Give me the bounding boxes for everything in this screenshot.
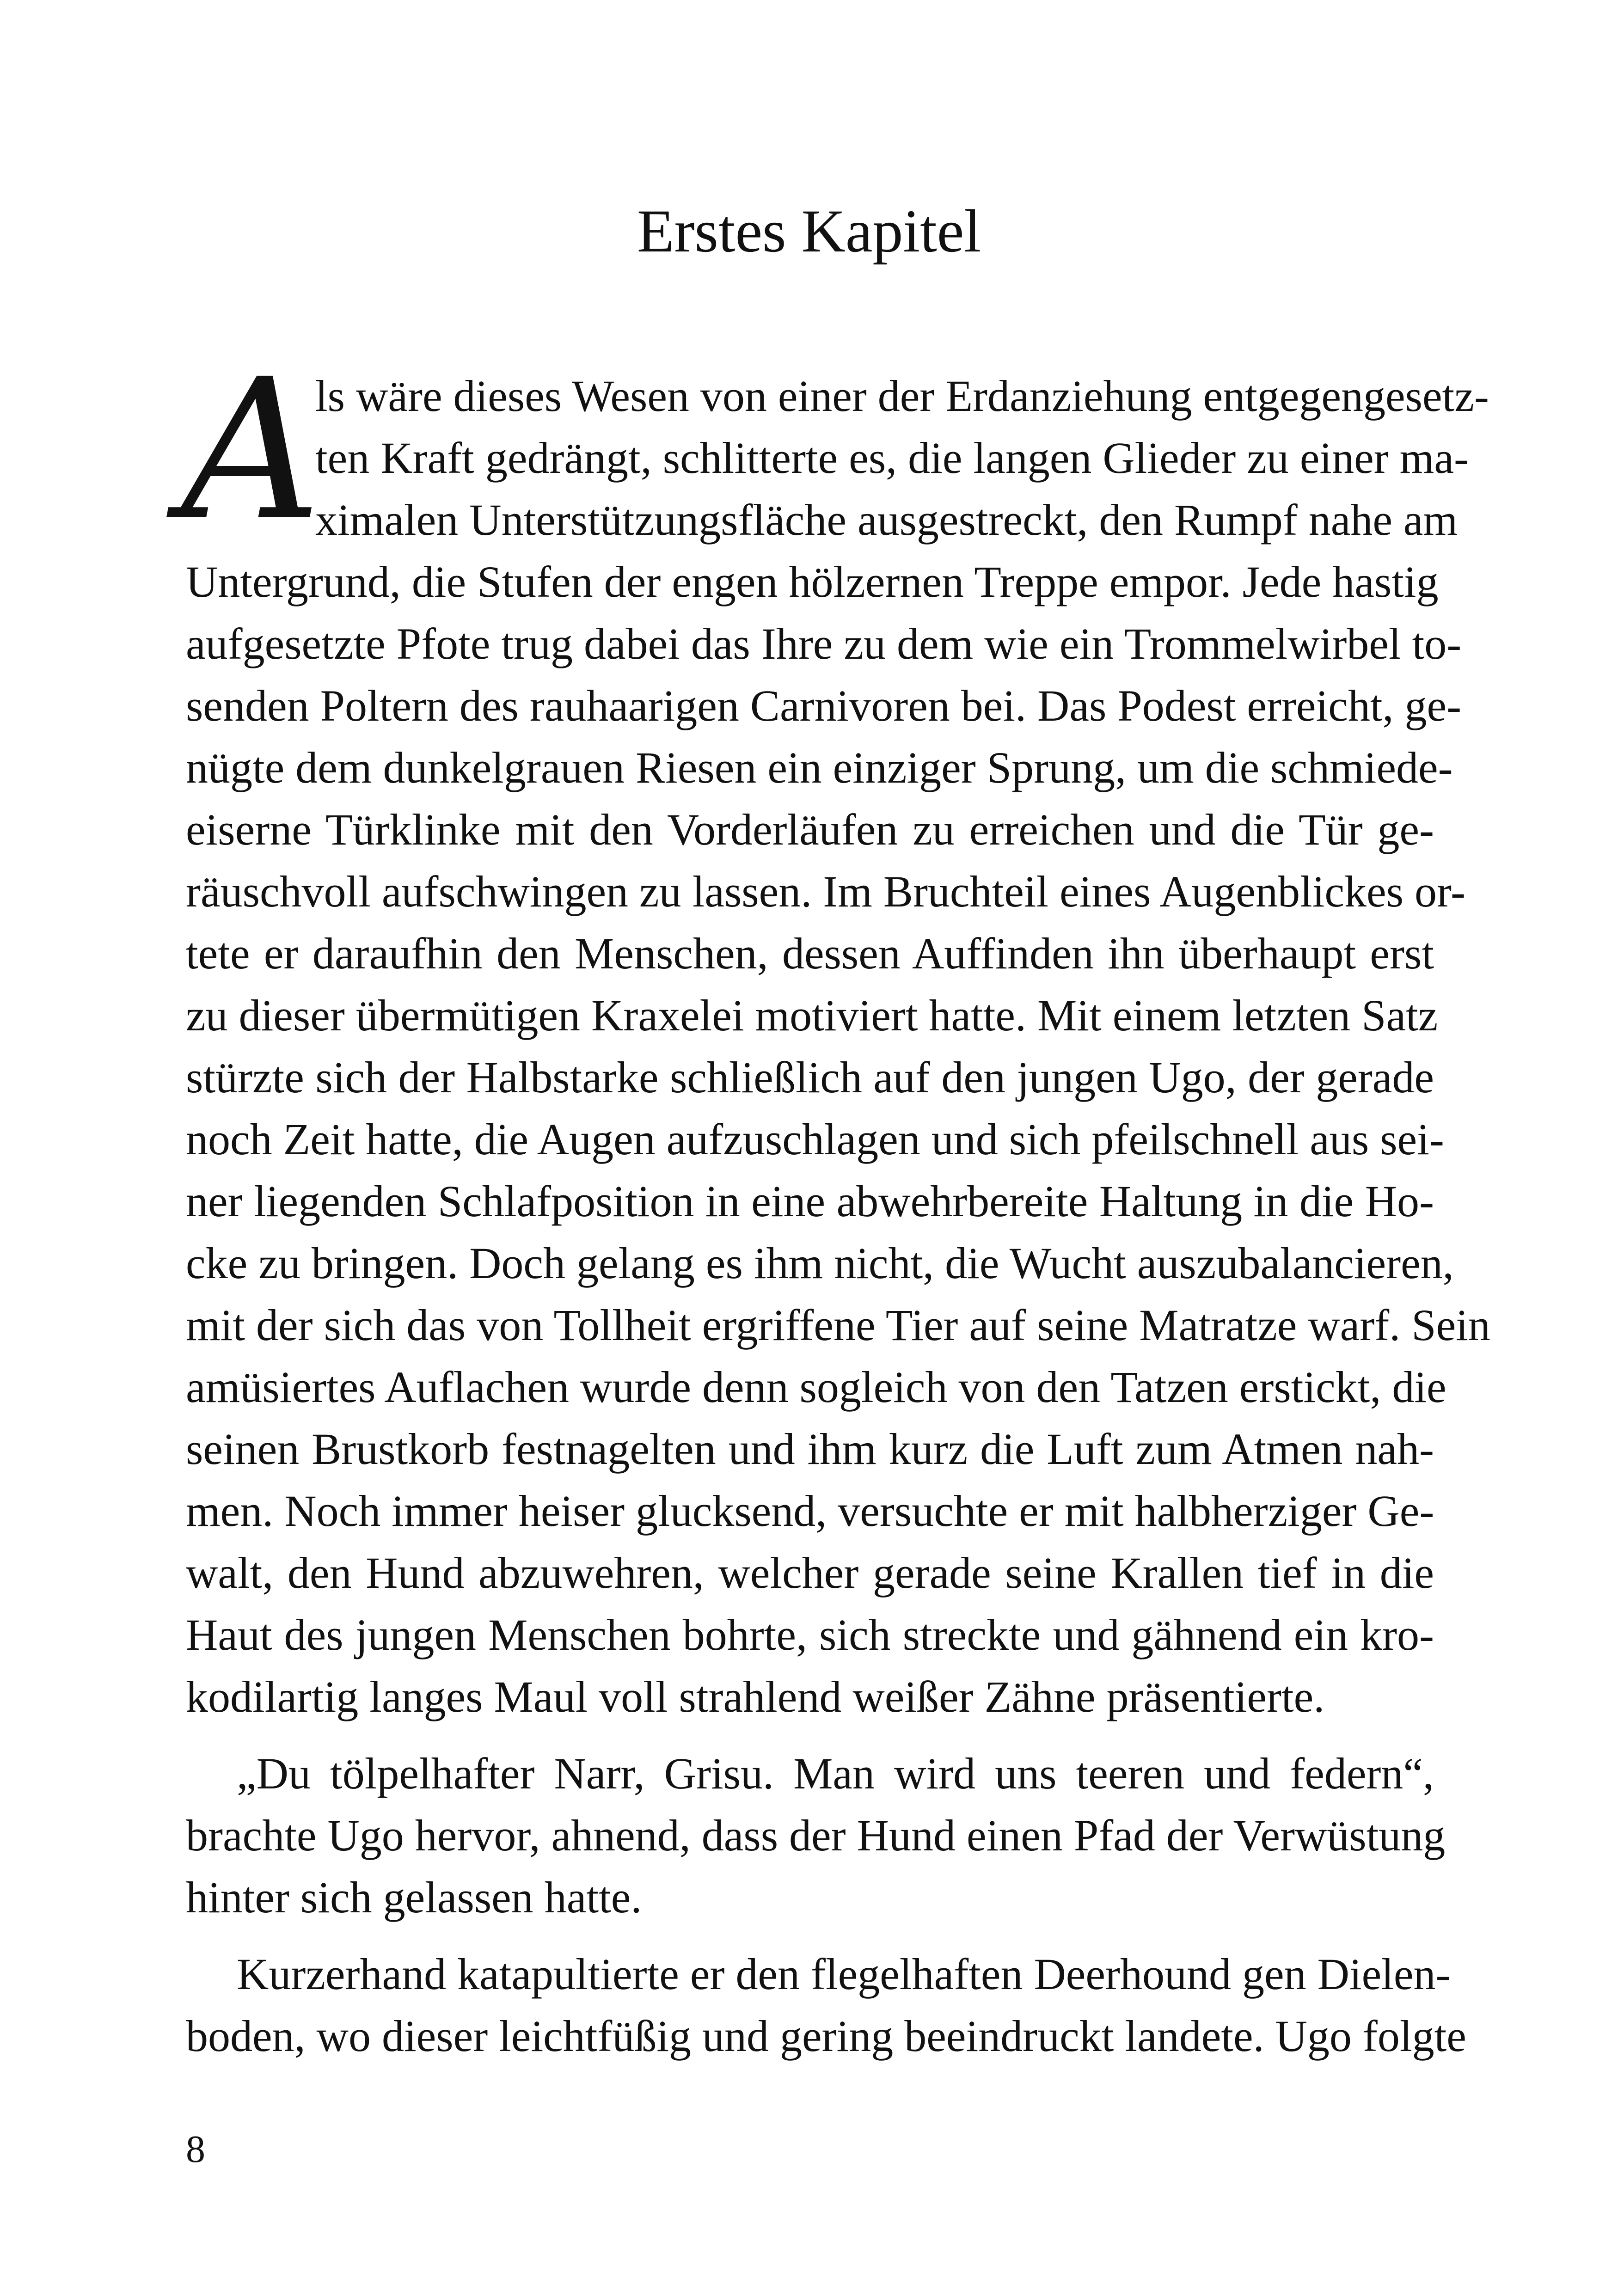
text-line: ls wäre dieses Wesen von einer der Erdanziehung entgegengesetz- [315,371,1489,421]
text-line: amüsiertes Auflachen wurde denn sogleich von den Tatzen erstickt, die [186,1362,1446,1412]
text-line: ner liegenden Schlafposition in eine abwehrbereite Haltung in die Ho- [186,1176,1434,1226]
text-line: Haut des jungen Menschen bohrte, sich streckte und gähnend ein kro- [186,1610,1434,1659]
text-line: cke zu bringen. Doch gelang es ihm nicht, die Wucht auszubalancieren, [186,1238,1454,1288]
text-line: senden Poltern des rauhaarigen Carnivoren bei. Das Podest erreicht, ge- [186,681,1462,730]
text-line: stürzte sich der Halbstarke schließlich auf den jungen Ugo, der gerade [186,1053,1434,1102]
text-line: mit der sich das von Tollheit ergriffene Tier auf seine Matratze warf. Sein [186,1300,1490,1350]
text-line: kodilartig langes Maul voll strahlend weißer Zähne präsentierte. [186,1672,1325,1721]
text-line: tete er daraufhin den Menschen, dessen Auffinden ihn überhaupt erst [186,929,1434,978]
text-line: hinter sich gelassen hatte. [186,1873,642,1922]
text-line: eiserne Türklinke mit den Vorderläufen zu erreichen und die Tür ge- [186,805,1434,854]
body-text [181,337,1490,2067]
text-line: „Du tölpelhafter Narr, Grisu. Man wird uns teeren und federn“, [237,1749,1434,1798]
paragraph-spacer [186,1929,1434,1943]
text-line: seinen Brustkorb festnagelten und ihm kurz die Luft zum Atmen nah- [186,1424,1434,1474]
text-line: Kurzerhand katapultierte er den flegelhaften Deerhound gen Dielen- [237,1949,1451,1999]
text-line: nügte dem dunkelgrauen Riesen ein einziger Sprung, um die schmiede- [186,743,1453,792]
text-line: walt, den Hund abzuwehren, welcher gerade seine Krallen tief in die [186,1548,1434,1598]
paragraph-spacer [186,1728,1434,1743]
text-line: brachte Ugo hervor, ahnend, dass der Hund einen Pfad der Verwüstung [186,1811,1446,1860]
text-line: aufgesetzte Pfote trug dabei das Ihre zu dem wie ein Trommelwirbel to- [186,619,1462,668]
text-line: ten Kraft gedrängt, schlitterte es, die langen Glieder zu einer ma- [315,433,1469,483]
text-line: Untergrund, die Stufen der engen hölzernen Treppe empor. Jede hastig [186,557,1439,606]
paragraph-2 [186,1743,1446,1929]
chapter-title: Erstes Kapitel [637,197,981,265]
text-line: noch Zeit hatte, die Augen aufzuschlagen und sich pfeilschnell aus sei- [186,1114,1444,1164]
text-line: räuschvoll aufschwingen zu lassen. Im Bruchteil eines Augenblickes or- [186,867,1465,916]
text-line: zu dieser übermütigen Kraxelei motiviert hatte. Mit einem letzten Satz [186,991,1438,1040]
paragraph-1 [181,337,1490,1728]
page-number: 8 [186,2128,205,2171]
drop-cap-letter: A [181,337,322,563]
text-line: ximalen Unterstützungsfläche ausgestreckt, den Rumpf nahe am [315,495,1458,545]
paragraph-3 [186,1943,1466,2067]
text-line: men. Noch immer heiser glucksend, versuchte er mit halbherziger Ge- [186,1486,1434,1536]
text-line: boden, wo dieser leichtfüßig und gering beeindruckt landete. Ugo folgte [186,2011,1466,2061]
